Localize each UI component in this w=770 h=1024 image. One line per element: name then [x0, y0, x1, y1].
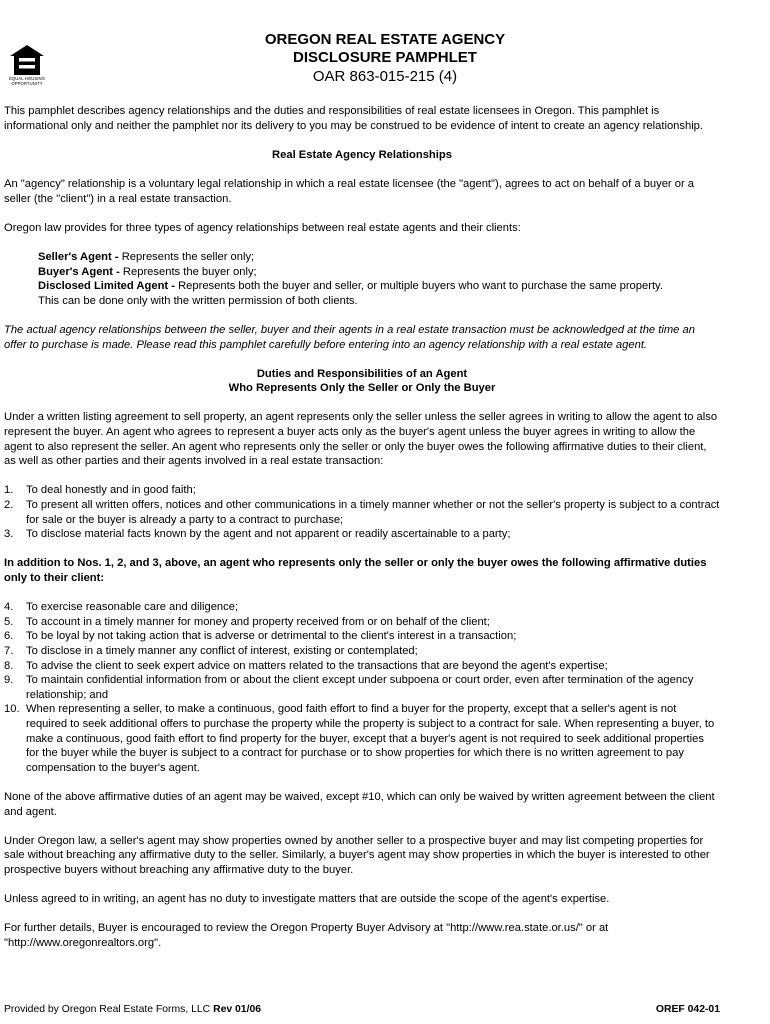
list-item [4, 498, 720, 527]
list-item-number: 6. [4, 630, 14, 643]
acknowledgement-note: The actual agency relationships between the seller, buyer and their agents in a real estate transaction must be acknowledged at the time an offer to purchase is made. Please read this pamphlet carefully before entering into an agency relationship with a real estate agent. [4, 323, 695, 351]
agent-type-item [38, 250, 720, 265]
duties-list-client [4, 600, 720, 775]
list-item-text: To disclose in a timely manner any conflict of interest, existing or contemplated; [26, 644, 418, 657]
document-code: OAR 863-015-215 (4) [312, 68, 458, 85]
list-item [4, 483, 720, 498]
list-item [4, 615, 720, 630]
agent-type-item [38, 265, 720, 280]
document-header [0, 30, 770, 86]
agency-definition-paragraph: An "agency" relationship is a voluntary legal relationship in which a real estate licensee (the "agent"), agrees to act on behalf of a buyer or a seller (the "client") in a real estate transaction. [4, 177, 695, 205]
logo-text-line1: EQUAL HOUSING [8, 76, 46, 81]
list-item-number: 9. [4, 674, 14, 687]
list-item [4, 527, 720, 542]
footer-provided-text: Provided by Oregon Real Estate Forms, LLC [4, 1004, 214, 1015]
list-item [4, 600, 720, 615]
list-item-number: 2. [4, 499, 14, 512]
list-item-text: To advise the client to seek expert advice on matters related to the transactions that are beyond the agent's expertise; [26, 659, 608, 672]
investigation-paragraph: Unless agreed to in writing, an agent has no duty to investigate matters that are outside the scope of the agent's expertise. [4, 893, 610, 906]
agent-types-list [38, 250, 720, 308]
list-item-text: To maintain confidential information from or about the client except under subpoena or court order, even after termination of the agency relationship; and [26, 674, 694, 701]
list-item-number: 4. [4, 601, 14, 614]
client-duties-intro: In addition to Nos. 1, 2, and 3, above, an agent who represents only the seller or only the buyer owes the following affirmative duties only to their client: [4, 557, 707, 584]
page-footer [4, 1003, 720, 1018]
list-item-number: 1. [4, 484, 14, 497]
list-item [4, 629, 720, 644]
section-heading-duties: Duties and Responsibilities of an Agent [256, 367, 468, 380]
document-body [4, 104, 720, 965]
section-subheading-duties: Who Represents Only the Seller or Only the Buyer [228, 382, 496, 395]
agent-type-text: Represents both the buyer and seller, or multiple buyers who want to purchase the same property. [174, 280, 663, 293]
list-item-text: To deal honestly and in good faith; [26, 484, 196, 497]
footer-form-code: OREF 042-01 [655, 1004, 720, 1015]
agent-type-text: Represents the buyer only; [119, 265, 257, 278]
document-title: OREGON REAL ESTATE AGENCY [264, 31, 506, 48]
list-item-number: 3. [4, 528, 14, 541]
agent-type-label: Seller's Agent - [38, 250, 119, 263]
document-subtitle: DISCLOSURE PAMPHLET [293, 49, 477, 66]
logo-text-line2: OPPORTUNITY [11, 81, 43, 86]
waiver-paragraph: None of the above affirmative duties of an agent may be waived, except #10, which can only be waived by written agreement between the client and agent. [4, 790, 715, 818]
list-item [4, 673, 720, 702]
list-item [4, 702, 720, 775]
footer-revision: Rev 01/06 [213, 1004, 262, 1015]
list-item-text: To disclose material facts known by the agent and not apparent or readily ascertainable to a party; [26, 528, 511, 541]
agent-type-text: Represents the seller only; [118, 250, 255, 263]
list-item-text: To present all written offers, notices and other communications in a timely manner whether or not the seller's property is subject to a contract for sale or the buyer is already a party to a contract to purchase; [26, 499, 720, 526]
list-item-number: 7. [4, 644, 14, 657]
listing-agreement-paragraph: Under a written listing agreement to sell property, an agent represents only the seller unless the seller agrees in writing to allow the agent to also represent the buyer. An agent who agrees to represent a buyer acts only as the buyer's agent unless the buyer agrees in writing to allow the agent to also represent the seller. An agent who represents only the seller or only the buyer owes the following affirmative duties to their client, as well as other parties and their agents involved in a real estate transaction: [4, 411, 718, 468]
agent-type-note: This can be done only with the written permission of both clients. [38, 294, 358, 307]
list-item-number: 10. [4, 703, 20, 716]
list-item-text: When representing a seller, to make a continuous, good faith effort to find a buyer for the property, except that a seller's agent is not required to seek additional offers to purchase the property while the property is subject to a contract for sale. When representing a buyer, to make a continuous, good faith effort to find property for the buyer, except that a buyer's agent is not required to seek additional properties for the buyer while the buyer is subject to a contract for purchase or to show properties for which there is no written agreement to pay compensation to the buyer's agent. [26, 703, 715, 774]
duties-list-general [4, 483, 720, 541]
intro-paragraph: This pamphlet describes agency relationships and the duties and responsibilities of real estate licensees in Oregon. This pamphlet is informational only and neither the pamphlet nor its delivery to you may be construed to be evidence of intent to create an agency relationship. [4, 105, 704, 132]
list-item [4, 644, 720, 659]
agent-type-label: Disclosed Limited Agent - [38, 280, 175, 293]
list-item-number: 8. [4, 659, 14, 672]
further-details-paragraph: For further details, Buyer is encouraged to review the Oregon Property Buyer Advisory at "http://www.rea.state.or.us/" or at "http://www.oregonrealtors.org". [4, 922, 609, 949]
list-item [4, 659, 720, 674]
agent-type-item [38, 279, 720, 294]
list-item-text: To account in a timely manner for money and property received from or on behalf of the client; [26, 615, 490, 628]
list-item-text: To be loyal by not taking action that is adverse or detrimental to the client's interest in a transaction; [26, 630, 517, 643]
list-item-text: To exercise reasonable care and diligence; [26, 601, 239, 614]
footer-provider [4, 1003, 261, 1018]
oregon-law-paragraph: Under Oregon law, a seller's agent may show properties owned by another seller to a prospective buyer and may list competing properties for sale without breaching any affirmative duty to the seller. Similarly, a buyer's agent may show properties in which the buyer is interested to other prospective buyers without breaching any affirmative duty to the buyer. [4, 834, 710, 876]
agency-types-paragraph: Oregon law provides for three types of agency relationships between real estate agents and their clients: [4, 221, 521, 234]
section-heading-relationships: Real Estate Agency Relationships [272, 148, 452, 161]
agent-type-label: Buyer's Agent - [38, 265, 120, 278]
list-item-number: 5. [4, 615, 14, 628]
